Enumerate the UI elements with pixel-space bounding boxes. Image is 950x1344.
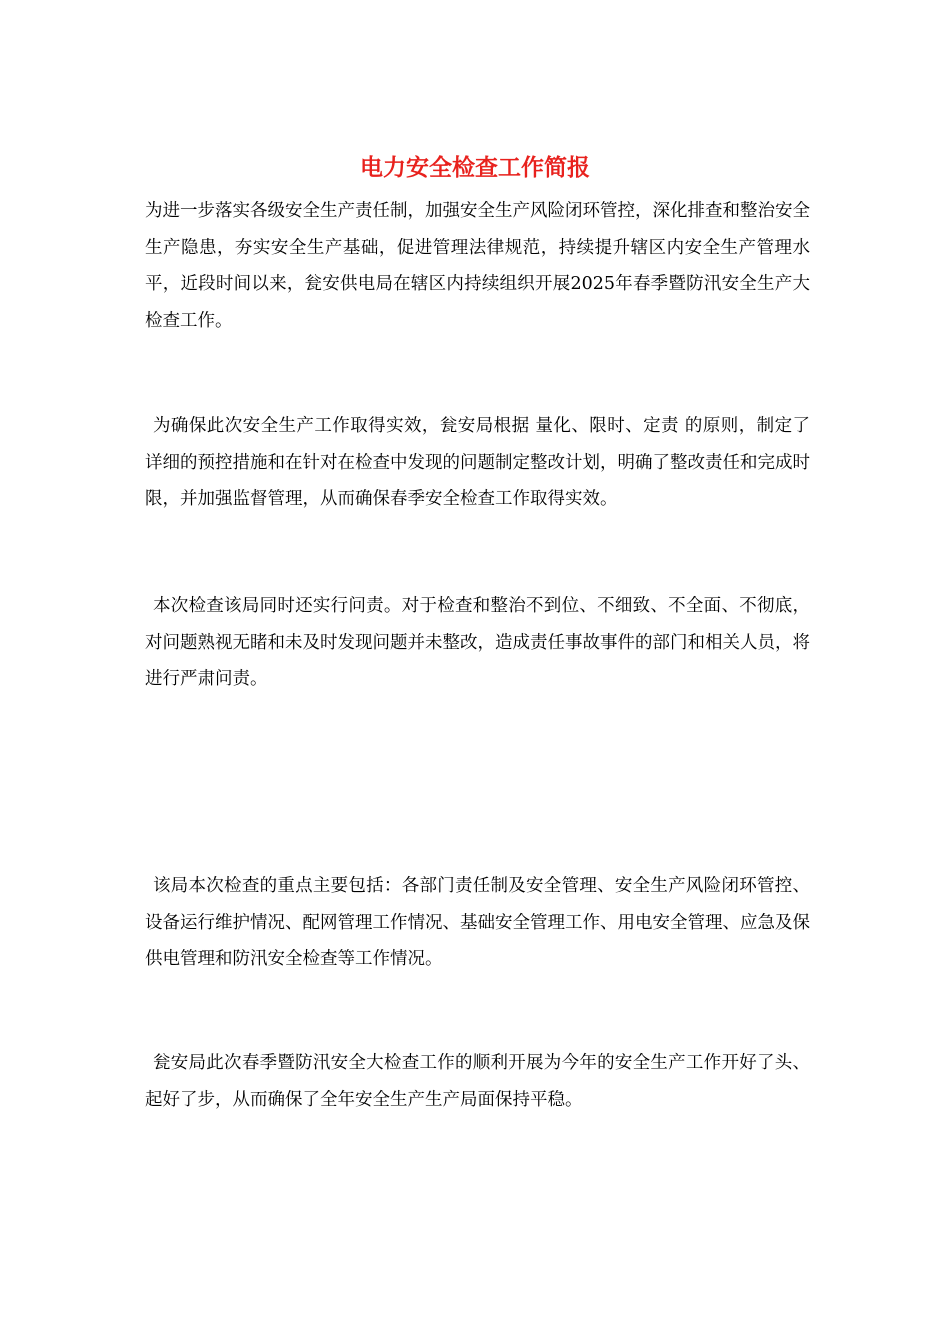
paragraph-intro: 为进一步落实各级安全生产责任制，加强安全生产风险闭环管控，深化排查和整治安全生产隐患，夯实安全生产基础，促进管理法律规范，持续提升辖区内安全生产管理水平，近段时间以来，瓮安供电局在辖区内持续组织开展2025年春季暨防汛安全生产大检查工作。 bbox=[145, 201, 810, 331]
paragraph-measures: 为确保此次安全生产工作取得实效，瓮安局根据 量化、限时、定责 的原则，制定了详细的预控措施和在针对在检查中发现的问题制定整改计划，明确了整改责任和完成时限，并加强监督管理，从而确保春季安全检查工作取得实效。 bbox=[145, 416, 810, 509]
paragraph-conclusion: 瓮安局此次春季暨防汛安全大检查工作的顺利开展为今年的安全生产工作开好了头、起好了步，从而确保了全年安全生产生产局面保持平稳。 bbox=[145, 1053, 810, 1110]
document-title: 电力安全检查工作简报 bbox=[360, 155, 590, 181]
paragraph-focus-areas: 该局本次检查的重点主要包括：各部门责任制及安全管理、安全生产风险闭环管控、设备运行维护情况、配网管理工作情况、基础安全管理工作、用电安全管理、应急及保供电管理和防汛安全检查等工作情况。 bbox=[145, 876, 810, 969]
paragraph-accountability: 本次检查该局同时还实行问责。对于检查和整治不到位、不细致、不全面、不彻底，对问题熟视无睹和未及时发现问题并未整改，造成责任事故事件的部门和相关人员，将进行严肃问责。 bbox=[145, 596, 810, 689]
